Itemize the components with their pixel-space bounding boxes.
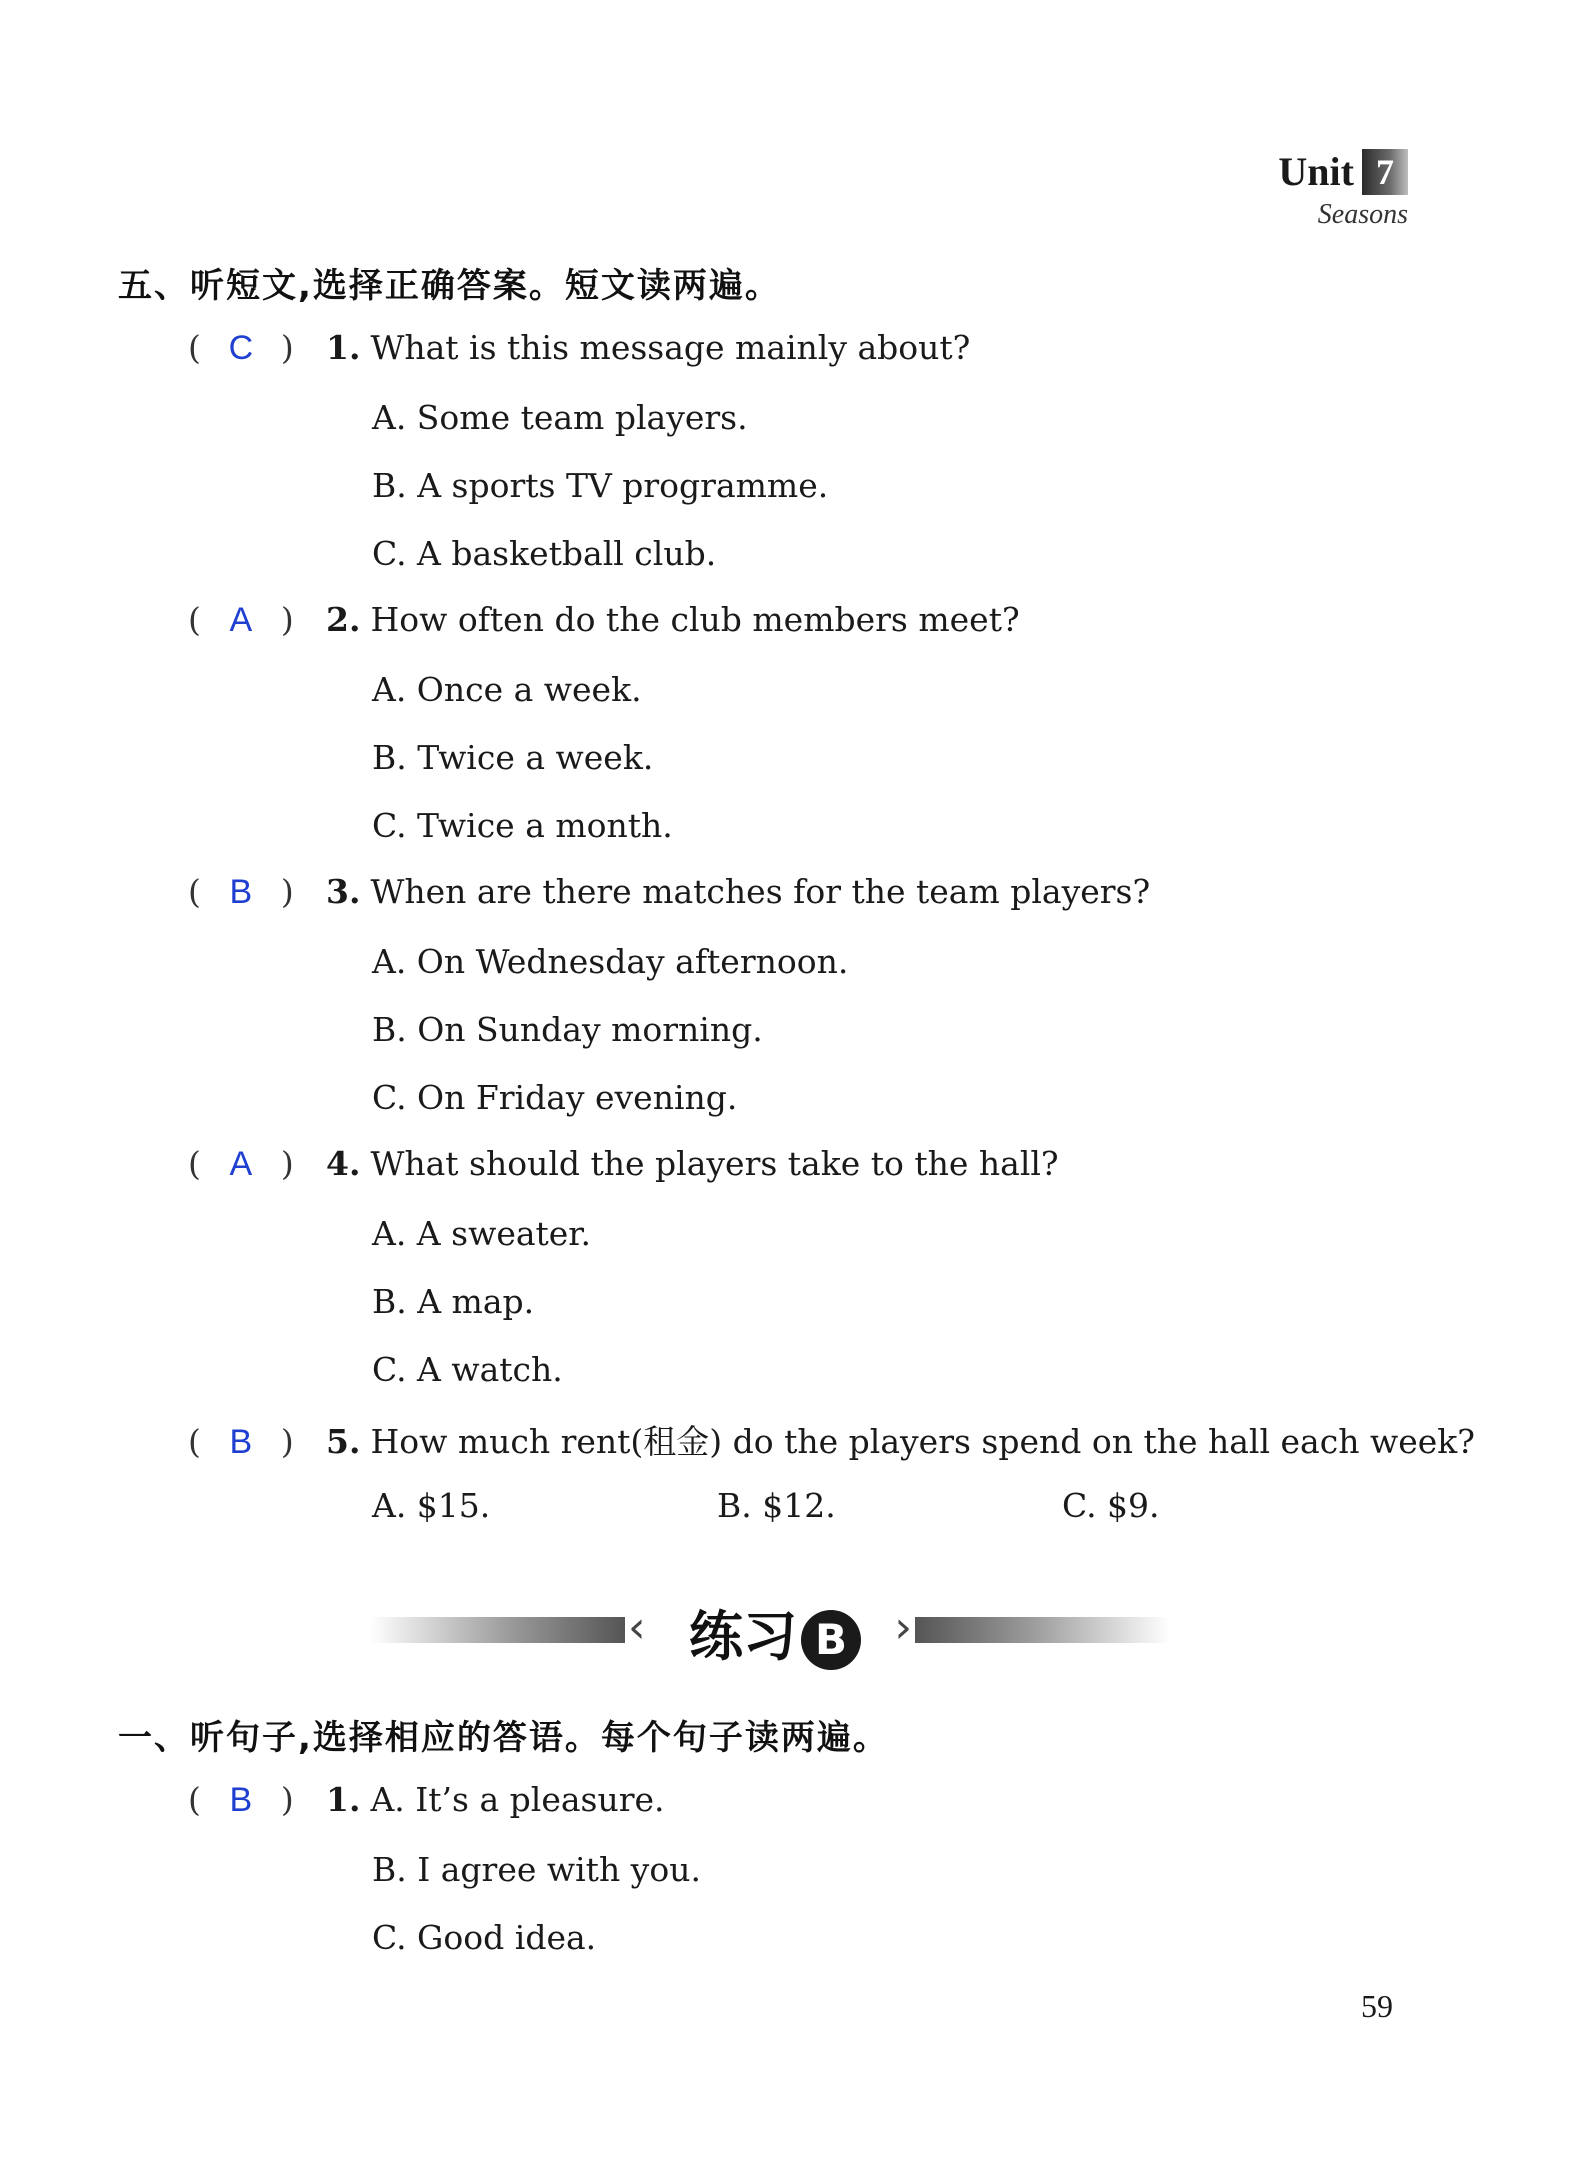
- unit-header: [1278, 148, 1408, 231]
- option: A. $15.: [372, 1486, 491, 1525]
- option: B. $12.: [717, 1486, 836, 1525]
- answer-mark: A: [229, 601, 253, 639]
- question-text: How much rent(租金) do the players spend on the hall each week?: [370, 1422, 1475, 1461]
- option: B. Twice a week.: [372, 738, 654, 777]
- question-number: 1.: [326, 1780, 361, 1819]
- question-5: [188, 1416, 1475, 1463]
- answer-mark: A: [229, 1145, 253, 1183]
- chevron-right-icon: ›: [894, 1602, 912, 1653]
- option-row: [372, 1486, 1160, 1525]
- unit-row: [1278, 148, 1408, 195]
- question-number: 5.: [326, 1422, 361, 1461]
- chevron-left-icon: ‹: [628, 1602, 646, 1653]
- practice-b-banner: [370, 1590, 1170, 1670]
- question-number: 2.: [326, 600, 361, 639]
- option: C. A basketball club.: [372, 534, 717, 573]
- question-number: 1.: [326, 328, 361, 367]
- question-b1: [188, 1780, 665, 1820]
- answer-blank: ( B ): [188, 872, 294, 911]
- option: B. On Sunday morning.: [372, 1010, 763, 1049]
- question-text: What should the players take to the hall?: [370, 1144, 1059, 1183]
- page-number: 59: [1361, 1988, 1393, 2024]
- question-text: What is this message mainly about?: [370, 328, 971, 367]
- option: A. Some team players.: [372, 398, 748, 437]
- banner-bar-left: [370, 1617, 625, 1643]
- practice-label: 练习: [689, 1605, 797, 1668]
- section-b1-title: 一、听句子,选择相应的答语。每个句子读两遍。: [118, 1718, 889, 1758]
- question-text: When are there matches for the team players?: [370, 872, 1151, 911]
- unit-label: Unit: [1278, 149, 1354, 194]
- question-4: [188, 1144, 1059, 1184]
- banner-bar-right: [915, 1617, 1170, 1643]
- answer-blank: ( B ): [188, 1780, 294, 1819]
- question-1: [188, 328, 970, 368]
- option: A. Once a week.: [372, 670, 642, 709]
- question-number: 3.: [326, 872, 361, 911]
- option: C. On Friday evening.: [372, 1078, 738, 1117]
- question-3: [188, 872, 1150, 912]
- option: B. I agree with you.: [372, 1850, 701, 1889]
- unit-title: Seasons: [1317, 199, 1408, 230]
- question-number: 4.: [326, 1144, 361, 1183]
- question-2: [188, 600, 1020, 640]
- answer-mark: B: [229, 1781, 253, 1819]
- section-5-title: 五、听短文,选择正确答案。短文读两遍。: [118, 266, 781, 306]
- answer-blank: ( B ): [188, 1422, 294, 1461]
- option: C. $9.: [1062, 1486, 1160, 1525]
- answer-mark: B: [229, 1423, 253, 1461]
- answer-blank: ( A ): [188, 600, 294, 639]
- question-text: How often do the club members meet?: [370, 600, 1020, 639]
- option: A. On Wednesday afternoon.: [372, 942, 849, 981]
- answer-mark: B: [229, 873, 253, 911]
- answer-blank: ( C ): [188, 328, 294, 367]
- option: C. Good idea.: [372, 1918, 597, 1957]
- option: B. A sports TV programme.: [372, 466, 829, 505]
- practice-badge: B: [801, 1610, 861, 1670]
- option: C. Twice a month.: [372, 806, 673, 845]
- unit-number-badge: 7: [1362, 149, 1408, 195]
- answer-mark: C: [228, 329, 254, 367]
- option: A. It’s a pleasure.: [370, 1780, 665, 1819]
- answer-blank: ( A ): [188, 1144, 294, 1183]
- practice-heading: [675, 1594, 875, 1671]
- option: C. A watch.: [372, 1350, 563, 1389]
- option: B. A map.: [372, 1282, 535, 1321]
- option: A. A sweater.: [372, 1214, 591, 1253]
